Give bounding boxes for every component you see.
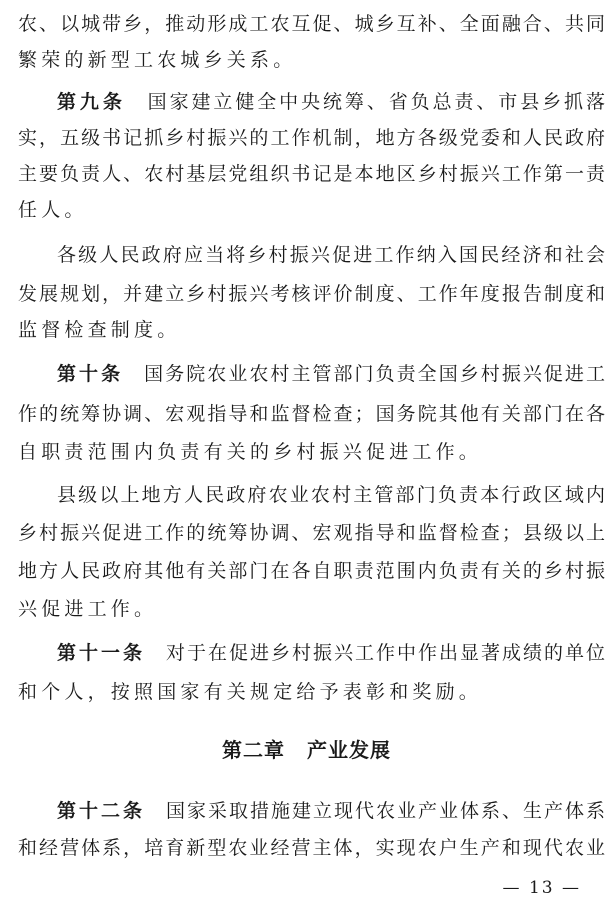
- text-line: 实，五级书记抓乡村振兴的工作机制，地方各级党委和人民政府: [18, 127, 605, 149]
- chapter-heading: [0, 732, 613, 768]
- text-line: 兴促进工作。: [18, 598, 158, 620]
- text-line: 和个人，按照国家有关规定给予表彰和奖励。: [18, 681, 483, 703]
- article-9-line: 第九条 国家建立健全中央统筹、省负总责、市县乡抓落: [57, 91, 605, 113]
- article-label: 第九条: [57, 91, 126, 113]
- text-line: 农、以城带乡，推动形成工农互促、城乡互补、全面融合、共同: [18, 13, 605, 35]
- article-label: 第十二条: [57, 800, 145, 822]
- article-12-line: 第十二条 国家采取措施建立现代农业产业体系、生产体系: [57, 800, 605, 822]
- article-11-line: 第十一条 对于在促进乡村振兴工作中作出显著成绩的单位: [57, 642, 605, 664]
- text-line: 乡村振兴促进工作的统筹协调、宏观指导和监督检查；县级以上: [18, 522, 605, 544]
- text-line: 繁荣的新型工农城乡关系。: [18, 49, 297, 71]
- text-line: 地方人民政府其他有关部门在各自职责范围内负责有关的乡村振: [18, 560, 605, 582]
- article-10-line: 第十条 国务院农业农村主管部门负责全国乡村振兴促进工: [57, 363, 605, 385]
- chapter-number: 第二章: [222, 738, 285, 762]
- chapter-title: 产业发展: [307, 738, 391, 762]
- text-line: 监督检查制度。: [18, 319, 181, 341]
- article-label: 第十条: [57, 363, 124, 385]
- text-line: 发展规划，并建立乡村振兴考核评价制度、工作年度报告制度和: [18, 283, 605, 305]
- text-line: 县级以上地方人民政府农业农村主管部门负责本行政区域内: [57, 484, 605, 506]
- text-line: 任人。: [18, 199, 88, 221]
- text-line: 和经营体系，培育新型农业经营主体，实现农户生产和现代农业: [18, 837, 605, 859]
- text-line: 主要负责人、农村基层党组织书记是本地区乡村振兴工作第一责: [18, 163, 605, 185]
- text-line: 作的统筹协调、宏观指导和监督检查；国务院其他有关部门在各: [18, 403, 605, 425]
- article-label: 第十一条: [57, 642, 145, 664]
- text-line: 自职责范围内负责有关的乡村振兴促进工作。: [18, 441, 483, 463]
- page-number: — 13 —: [502, 878, 581, 898]
- text-line: 各级人民政府应当将乡村振兴促进工作纳入国民经济和社会: [57, 244, 605, 266]
